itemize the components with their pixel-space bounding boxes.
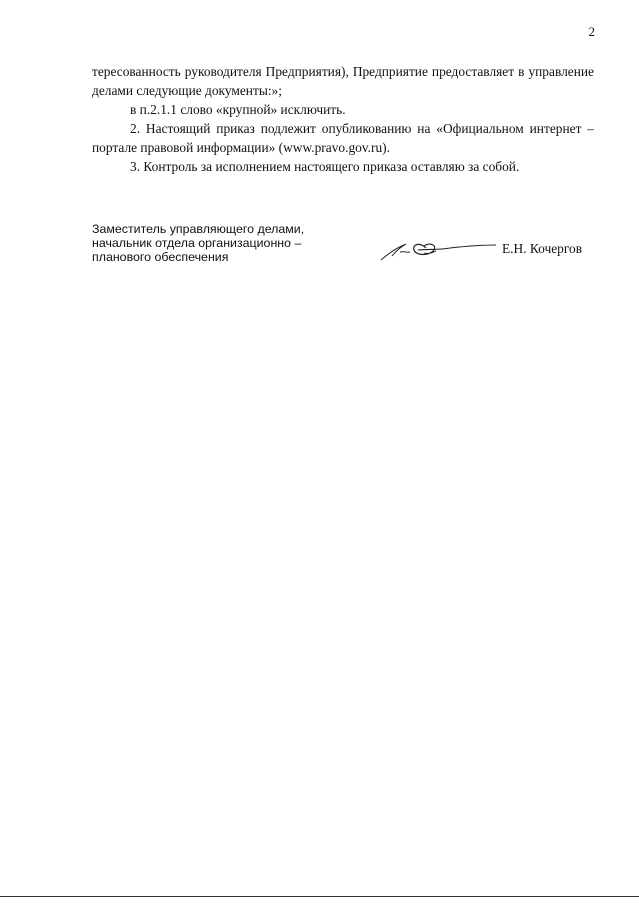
signatory-title-line: начальник отдела организационно – (92, 236, 302, 250)
signatory-title-line: Заместитель управляющего делами, (92, 222, 305, 236)
signatory-title (92, 222, 304, 264)
footer-divider (0, 896, 639, 897)
handwritten-signature (378, 234, 498, 269)
signatory-title-line: планового обеспечения (92, 250, 229, 264)
paragraph-publication: 2. Настоящий приказ подлежит опубликованию на «Официальном интернет – портале правовой информации» (www.pravo.gov.ru). (92, 121, 594, 155)
paragraph-continuation: тересованность руководителя Предприятия), Предприятие предоставляет в управление делами следующие документы:»; (92, 64, 594, 98)
paragraph-control: 3. Контроль за исполнением настоящего приказа оставляю за собой. (130, 159, 520, 174)
page-number: 2 (588, 24, 595, 39)
paragraph-amendment: в п.2.1.1 слово «крупной» исключить. (130, 102, 346, 117)
document-body (92, 62, 594, 176)
signer-name: Е.Н. Кочергов (502, 241, 583, 256)
